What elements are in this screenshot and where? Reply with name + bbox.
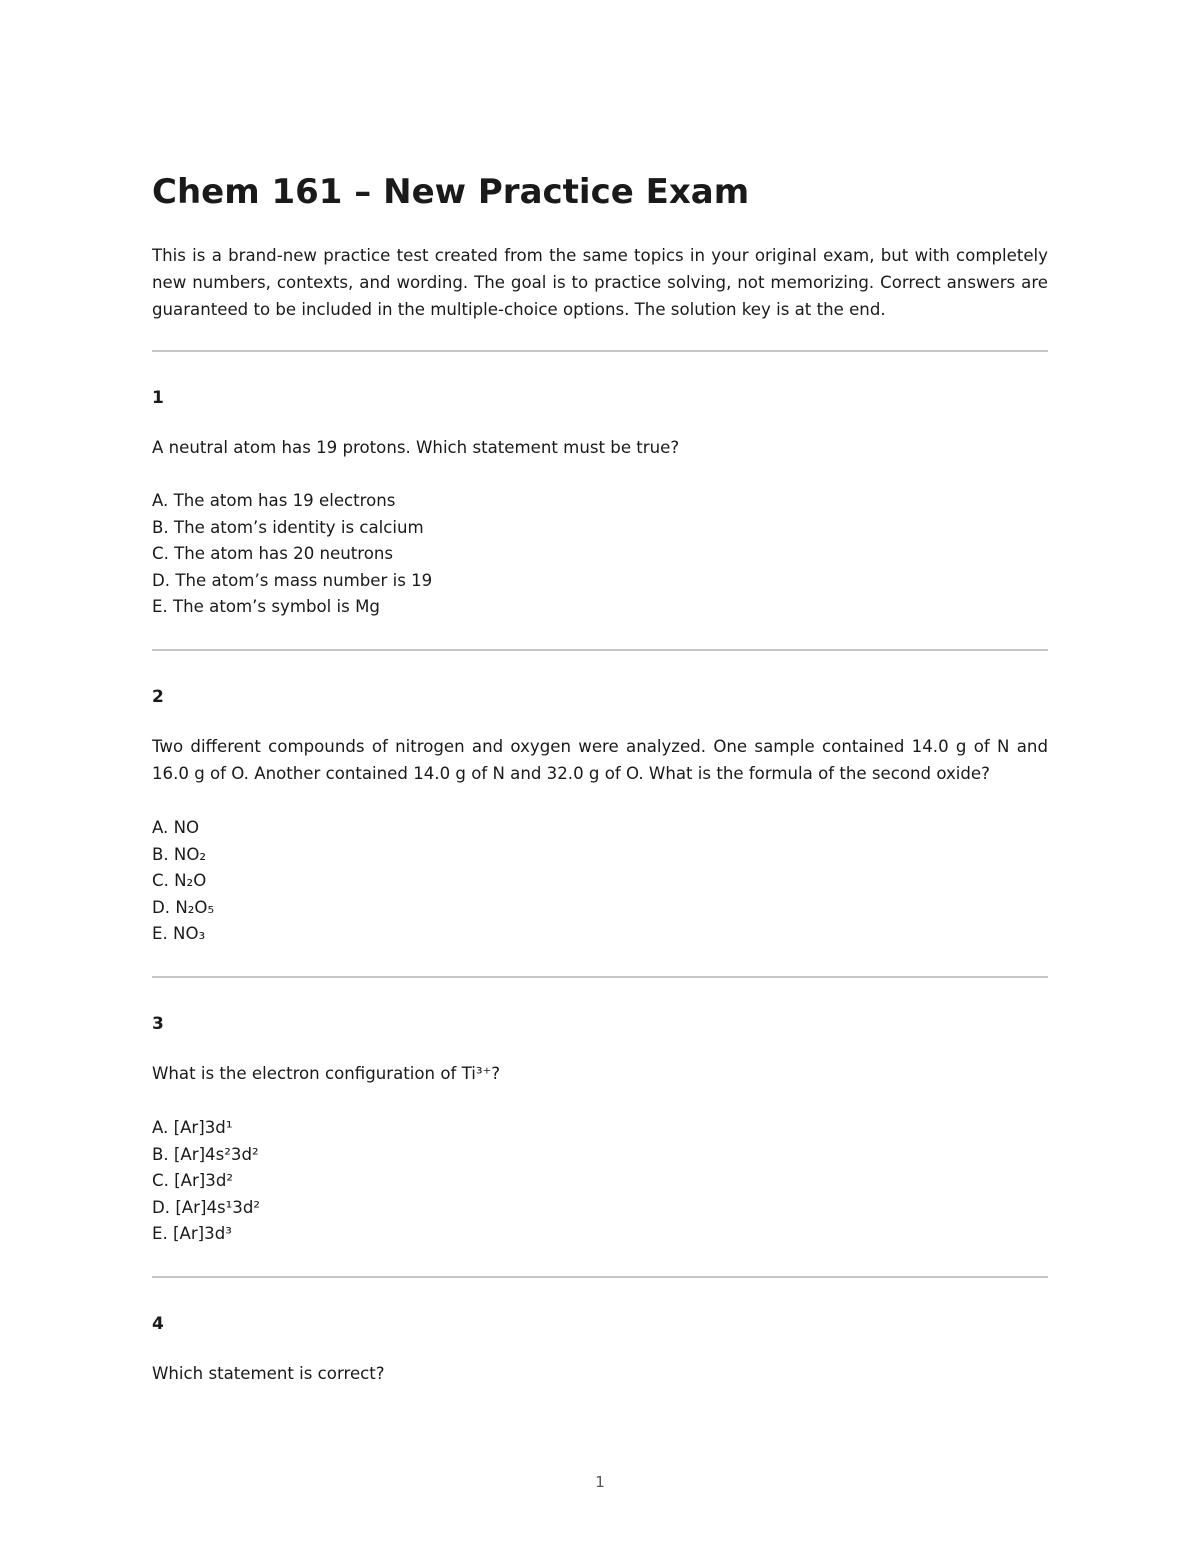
- answer-option: E. The atom’s symbol is Mg: [152, 597, 380, 617]
- answer-option: E. [Ar]3d³: [152, 1224, 232, 1244]
- question-text: A neutral atom has 19 protons. Which statement must be true?: [152, 438, 680, 457]
- question-number: 1: [152, 388, 164, 408]
- section-divider: [152, 350, 1048, 352]
- section-divider: [152, 1276, 1048, 1278]
- document-title: Chem 161 – New Practice Exam: [152, 172, 750, 212]
- answer-option: D. N₂O₅: [152, 897, 215, 917]
- question-number: 4: [152, 1314, 164, 1334]
- answer-option: D. The atom’s mass number is 19: [152, 570, 433, 590]
- question-text: Two different compounds of nitrogen and oxygen were analyzed. One sample contained 14.0 g of N and 16.0 g of O. Another contained 14.0 g of N and 32.0 g of O. What is the formula of the second oxide?: [152, 737, 1048, 783]
- section-divider: [152, 649, 1048, 651]
- question-number: 2: [152, 687, 164, 707]
- intro-paragraph: This is a brand-new practice test created from the same topics in your original exam, but with completely new numbers, contexts, and wording. The goal is to practice solving, not memorizing. Correct answers are guaranteed to be included in the multiple-choice options. The solution key is at the end.: [152, 246, 1048, 319]
- question-text: Which statement is correct?: [152, 1364, 385, 1383]
- answer-option: A. [Ar]3d¹: [152, 1118, 233, 1137]
- answer-option: B. [Ar]4s²3d²: [152, 1144, 259, 1164]
- answer-option: B. NO₂: [152, 844, 207, 864]
- answer-option: D. [Ar]4s¹3d²: [152, 1197, 261, 1217]
- answer-option: C. The atom has 20 neutrons: [152, 544, 394, 564]
- question-number: 3: [152, 1014, 164, 1034]
- answer-option: C. [Ar]3d²: [152, 1171, 233, 1191]
- page-number: 1: [595, 1473, 605, 1491]
- answer-option: E. NO₃: [152, 924, 206, 944]
- question-text: What is the electron configuration of Ti³⁺?: [152, 1064, 501, 1083]
- answer-option: A. NO: [152, 818, 200, 837]
- answer-option: B. The atom’s identity is calcium: [152, 517, 424, 537]
- answer-option: A. The atom has 19 electrons: [152, 491, 396, 510]
- answer-option: C. N₂O: [152, 871, 207, 891]
- answer-options: [152, 1115, 260, 1248]
- answer-options: [152, 815, 214, 948]
- section-divider: [152, 976, 1048, 978]
- answer-options: [152, 488, 432, 621]
